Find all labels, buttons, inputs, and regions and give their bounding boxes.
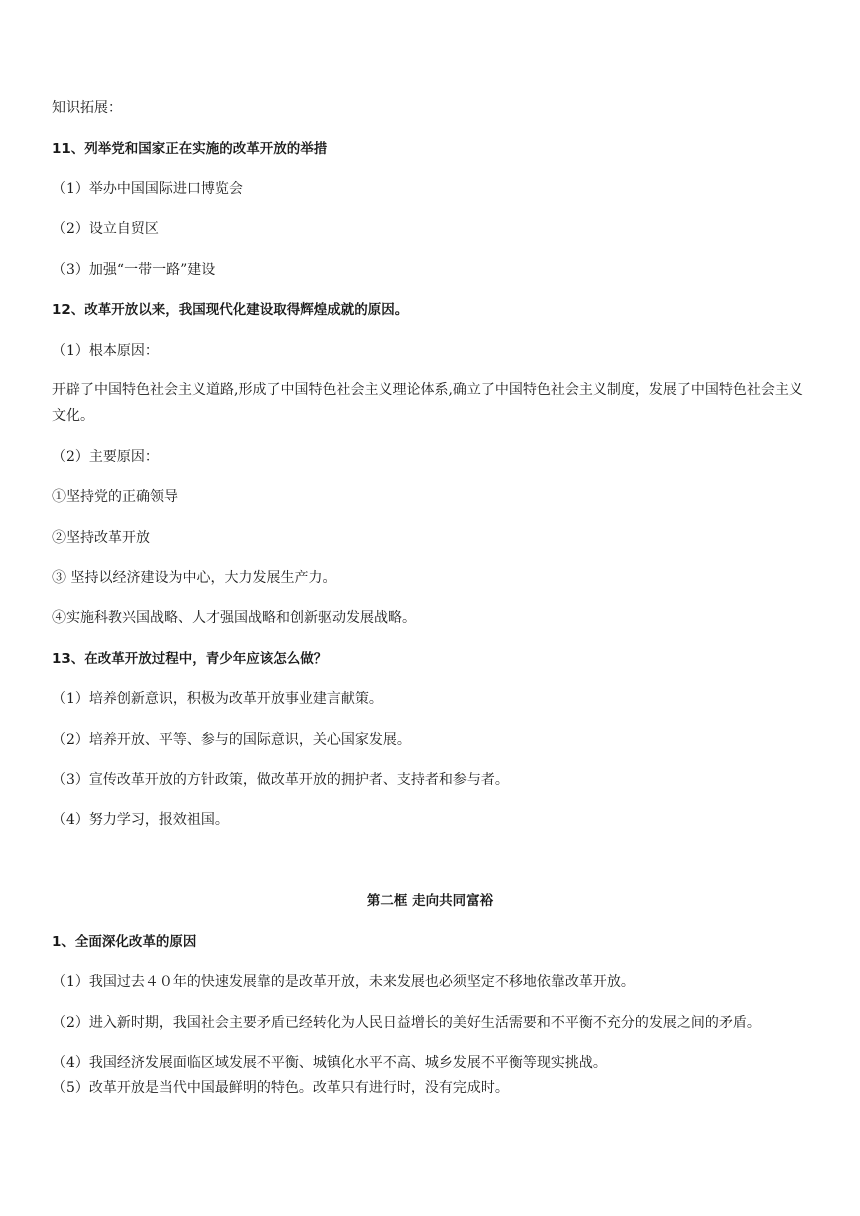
root-cause-paragraph: 开辟了中国特色社会主义道路,形成了中国特色社会主义理论体系,确立了中国特色社会主义制度，发展了中国特色社会主义文化。	[52, 382, 803, 424]
list-item: （4）努力学习，报效祖国。	[52, 812, 229, 828]
list-item: （1）我国过去４０年的快速发展靠的是改革开放，未来发展也必须坚定不移地依靠改革开放。	[52, 974, 635, 990]
list-item: ②坚持改革开放	[52, 530, 150, 546]
list-item: （4）我国经济发展面临区域发展不平衡、城镇化水平不高、城乡发展不平衡等现实挑战。	[52, 1055, 607, 1071]
list-item: （2）设立自贸区	[52, 221, 159, 237]
list-item: ③ 坚持以经济建设为中心，大力发展生产力。	[52, 570, 337, 586]
list-item: ④实施科教兴国战略、人才强国战略和创新驱动发展战略。	[52, 610, 416, 626]
section-title: 第二框 走向共同富裕	[366, 893, 494, 909]
subheading-main-cause: （2）主要原因：	[52, 449, 159, 465]
list-item: （3）加强“一带一路”建设	[52, 262, 216, 278]
question-12-heading: 12、改革开放以来，我国现代化建设取得辉煌成就的原因。	[52, 302, 409, 318]
section-1-heading: 1、全面深化改革的原因	[52, 934, 197, 950]
question-13-heading: 13、在改革开放过程中，青少年应该怎么做？	[52, 651, 328, 667]
list-item: （2）进入新时期，我国社会主要矛盾已经转化为人民日益增长的美好生活需要和不平衡不充分的发展之间的矛盾。	[52, 1015, 761, 1031]
subheading-root-cause: （1）根本原因：	[52, 343, 159, 359]
list-item: （1）举办中国国际进口博览会	[52, 181, 243, 197]
list-item: ①坚持党的正确领导	[52, 489, 178, 505]
list-item: （3）宣传改革开放的方针政策，做改革开放的拥护者、支持者和参与者。	[52, 772, 509, 788]
list-item: （1）培养创新意识，积极为改革开放事业建言献策。	[52, 691, 383, 707]
list-item: （2）培养开放、平等、参与的国际意识，关心国家发展。	[52, 732, 411, 748]
list-item: （5）改革开放是当代中国最鲜明的特色。改革只有进行时，没有完成时。	[52, 1080, 509, 1096]
question-11-heading: 11、列举党和国家正在实施的改革开放的举措	[52, 141, 328, 157]
extension-label: 知识拓展：	[52, 100, 122, 116]
